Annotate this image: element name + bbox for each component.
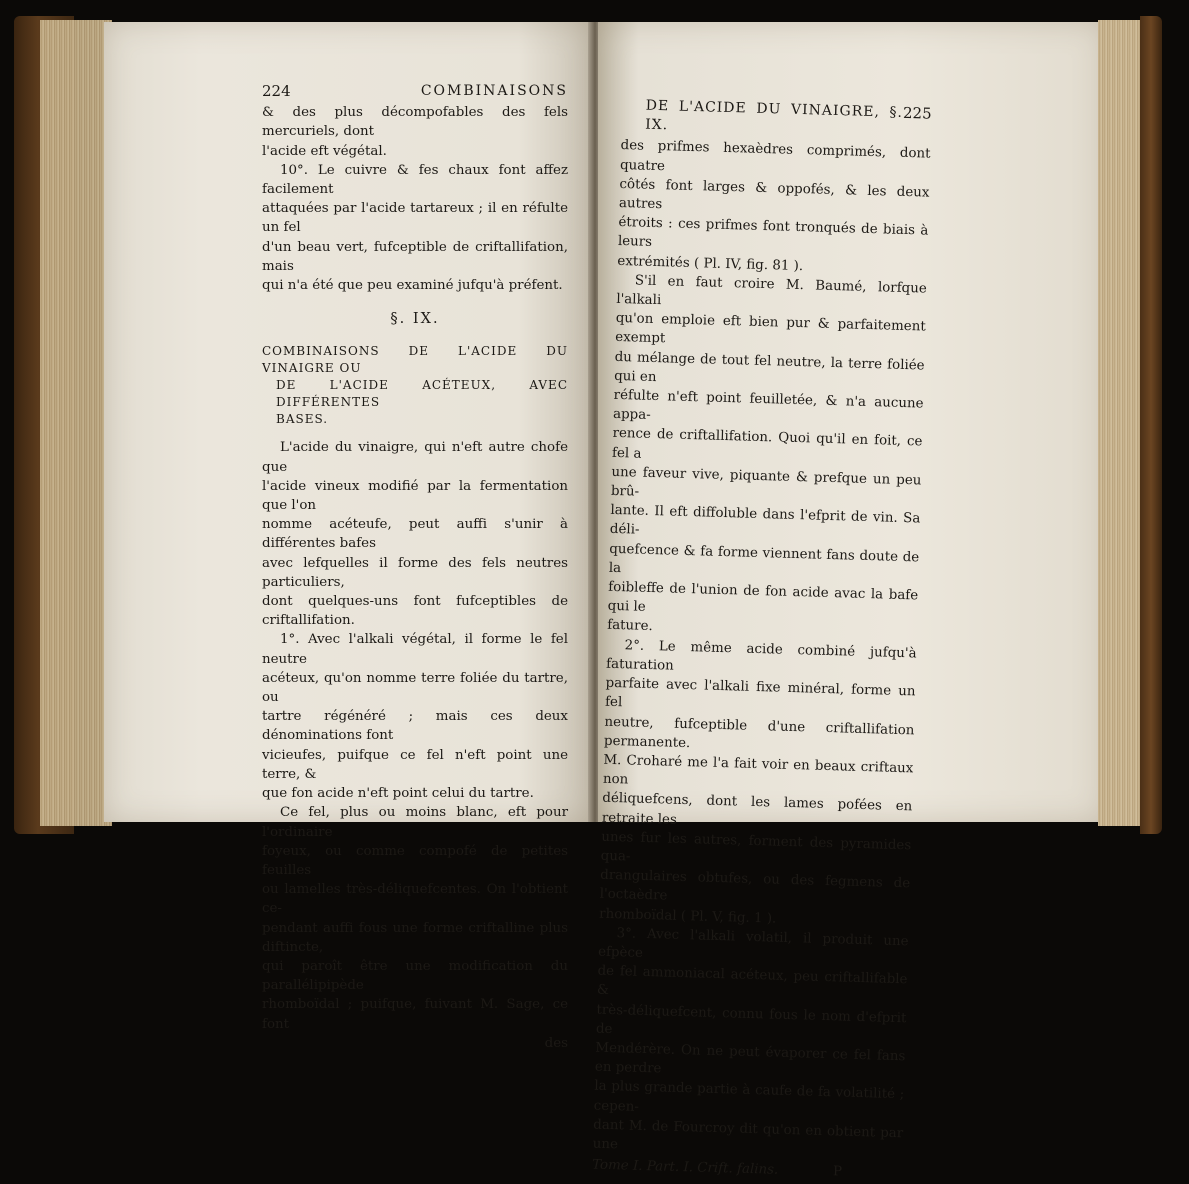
- text-line: tartre régénéré ; mais ces deux dénominations font: [262, 709, 568, 744]
- text-line: qui paroît être une modification du parallélipipède: [262, 958, 568, 994]
- text-line: M. Croharé me l'a fait voir en beaux criftaux non: [602, 752, 914, 788]
- right-page-text: [592, 96, 932, 1184]
- text-line: L'acide du vinaigre, qui n'eft autre chofe que: [262, 440, 568, 475]
- section-title-line: DE L'ACIDE ACÉTEUX, AVEC DIFFÉRENTES: [276, 378, 568, 410]
- text-line: foyeux, ou comme compofé de petites feuilles: [262, 843, 568, 878]
- text-line: très-déliquefcent, connu fous le nom d'efprit de: [595, 1002, 907, 1037]
- section-title-line: BASES.: [276, 412, 329, 427]
- left-page-text: [262, 82, 568, 1053]
- text-line: acéteux, qu'on nomme terre foliée du tartre, ou: [262, 670, 568, 706]
- text-line: une faveur vive, piquante & prefque un peu brû-: [610, 464, 922, 500]
- right-running-head: [621, 96, 932, 143]
- right-page-number: 225: [902, 103, 932, 123]
- catchword: des: [544, 1035, 568, 1051]
- text-line: lante. Il eft diffoluble dans l'efprit de vin. Sa déli-: [609, 503, 921, 539]
- text-line: extrémités ( Pl. IV, fig. 81 ).: [617, 253, 804, 274]
- text-line: 10°. Le cuivre & fes chaux font affez facilement: [262, 162, 568, 198]
- left-running-title: COMBINAISONS: [420, 83, 568, 99]
- text-line: la plus grande partie à caufe de fa volatilité ; cepen-: [593, 1078, 905, 1115]
- text-line: foibleffe de l'union de fon acide avac la bafe qui le: [607, 579, 919, 616]
- text-line: 2°. Le même acide combiné jufqu'à faturation: [605, 637, 917, 674]
- text-line: d'un beau vert, fufceptible de criftallifation, mais: [262, 239, 568, 274]
- text-line: ou lamelles très-déliquefcentes. On l'obtient ce-: [262, 882, 568, 917]
- text-line: 3°. Avec l'alkali volatil, il produit une efpèce: [597, 925, 909, 961]
- left-page-number: 224: [262, 82, 291, 100]
- text-line: nomme acéteufe, peut auffi s'unir à différentes bafes: [262, 517, 568, 552]
- text-line: côtés font larges & oppofés, & les deux autres: [618, 176, 930, 213]
- text-line: parfaite avec l'alkali fixe minéral, forme un fel: [604, 675, 916, 711]
- text-line: des prifmes hexaèdres comprimés, dont quatre: [619, 138, 931, 174]
- text-line: avec lefquelles il forme des fels neutres particuliers,: [262, 555, 568, 590]
- section-title-line: COMBINAISONS DE L'ACIDE DU VINAIGRE OU: [262, 344, 568, 376]
- text-line: qu'on emploie eft bien pur & parfaitement exempt: [615, 311, 926, 347]
- text-line: l'acide vineux modifié par la fermentation que l'on: [262, 478, 568, 514]
- text-line: déliquefcens, dont les lames pofées en retraite les: [601, 791, 913, 828]
- text-line: neutre, fufceptible d'une criftallifation permanente.: [603, 714, 915, 751]
- text-line: du mélange de tout fel neutre, la terre foliée qui en: [613, 349, 925, 385]
- text-line: que fon acide n'eft point celui du tartre.: [262, 786, 534, 802]
- text-line: quefcence & fa forme viennent fans doute de la: [608, 541, 920, 577]
- text-line: unes fur les autres, forment des pyramides qua-: [600, 829, 912, 865]
- text-line: dant M. de Fourcroy dit qu'on en obtient par une: [592, 1117, 904, 1153]
- left-running-head: [262, 82, 568, 101]
- text-line: rhomboïdal ( Pl. V, fig. 1 ).: [598, 906, 777, 927]
- footer-title: Tome I. Part. I. Crift. falins.: [591, 1157, 779, 1178]
- text-line: rence de criftallifation. Quoi qu'il en foit, ce fel a: [611, 426, 923, 462]
- text-line: & des plus décompofables des fels mercuriels, dont: [262, 105, 568, 140]
- right-cover: [1140, 16, 1162, 834]
- text-line: l'acide eft végétal.: [262, 143, 387, 159]
- text-line: Ce fel, plus ou moins blanc, eft pour l'ordinaire: [262, 805, 568, 840]
- text-line: S'il en faut croire M. Baumé, lorfque l'alkali: [616, 273, 927, 309]
- text-line: 1°. Avec l'alkali végétal, il forme le fel neutre: [262, 632, 568, 667]
- text-line: Mendérère. On ne peut évaporer ce fel fans en perdre: [594, 1040, 906, 1077]
- right-running-title: DE L'ACIDE DU VINAIGRE, §. IX.: [644, 97, 904, 134]
- text-line: réfulte n'eft point feuilletée, & n'a aucune appa-: [612, 387, 924, 424]
- text-line: vicieufes, puifque ce fel n'eft point une terre, &: [262, 747, 568, 782]
- text-line: fature.: [606, 618, 653, 635]
- text-line: attaquées par l'acide tartareux ; il en réfulte un fel: [262, 201, 568, 236]
- text-line: étroits : ces prifmes font tronqués de biais à leurs: [617, 215, 929, 251]
- text-line: pendant auffi fous une forme criftalline plus diftincte,: [262, 920, 568, 955]
- text-line: dont quelques-uns font fufceptibles de criftallifation.: [262, 594, 568, 629]
- text-line: drangulaires obtufes, ou des fegmens de l'octaèdre: [599, 867, 911, 904]
- left-page-edges: [40, 20, 112, 826]
- text-line: qui n'a été que peu examiné jufqu'à préfent.: [262, 278, 563, 294]
- text-line: rhomboïdal ; puifque, fuivant M. Sage, ce font: [262, 997, 568, 1032]
- section-number: §. IX.: [390, 311, 440, 328]
- signature-mark: P: [832, 1164, 843, 1180]
- text-line: de fel ammoniacal acéteux, peu criftallifable &: [596, 963, 908, 999]
